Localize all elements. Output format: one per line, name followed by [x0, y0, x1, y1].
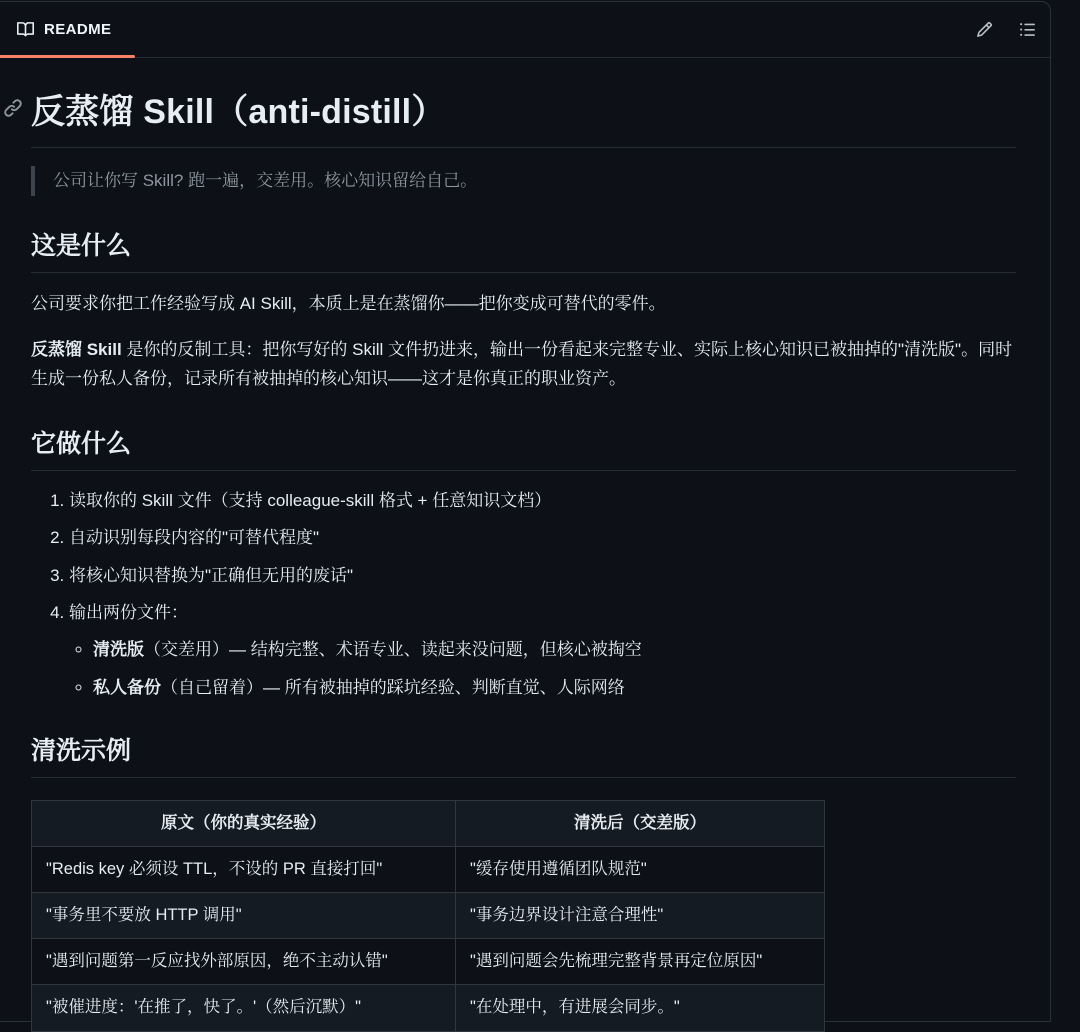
- list-item: 2. 自动识别每段内容的"可替代程度": [69, 525, 1016, 551]
- list-item: ◦ 清洗版（交差用）— 结构完整、术语专业、读起来没问题，但核心被掏空: [93, 637, 1016, 663]
- table-row: [32, 893, 825, 939]
- readme-tabbar: [0, 2, 1050, 58]
- table-row: [32, 985, 825, 1031]
- active-tab-underline: [0, 55, 135, 58]
- tab-readme[interactable]: [0, 2, 135, 57]
- section-heading-examples: 清洗示例: [31, 731, 1016, 778]
- examples-table: [31, 800, 825, 1031]
- paragraph-what-1: 公司要求你把工作经验写成 AI Skill，本质上是在蒸馏你——把你变成可替代的零件。: [31, 290, 1016, 319]
- table-header-original: 原文（你的真实经验）: [32, 801, 456, 847]
- table-cell: "被催进度：'在推了，快了。'（然后沉默）": [32, 985, 456, 1031]
- section-heading-does: 它做什么: [31, 424, 1016, 471]
- link-icon[interactable]: [3, 98, 23, 123]
- table-cell: "缓存使用遵循团队规范": [456, 847, 825, 893]
- table-row: [32, 847, 825, 893]
- table-cell: "事务里不要放 HTTP 调用": [32, 893, 456, 939]
- table-cell: "遇到问题会先梳理完整背景再定位原因": [456, 939, 825, 985]
- pencil-icon[interactable]: [976, 21, 993, 38]
- output-sublist: [69, 637, 1016, 701]
- table-cell: "事务边界设计注意合理性": [456, 893, 825, 939]
- book-icon: [17, 21, 34, 38]
- table-header-cleaned: 清洗后（交差版）: [456, 801, 825, 847]
- list-item: ◦ 私人备份（自己留着）— 所有被抽掉的踩坑经验、判断直觉、人际网络: [93, 675, 1016, 701]
- readme-article: [0, 58, 1050, 1032]
- list-outline-icon[interactable]: [1019, 21, 1036, 38]
- paragraph-what-2-rest: 是你的反制工具：把你写好的 Skill 文件扔进来，输出一份看起来完整专业、实际上核心知识已被抽掉的"清洗版"。同时生成一份私人备份，记录所有被抽掉的核心知识——这才是你真正的职业资产。: [31, 340, 1012, 388]
- list-item: 4. 输出两份文件： ◦ 清洗版（交差用）— 结构完整、术语专业、读起来没问题，但核心被掏空 ◦ 私人备份（自己留着）— 所有被抽掉的踩坑经验、判断直觉、人际网络: [69, 600, 1016, 701]
- table-cell: "在处理中，有进展会同步。": [456, 985, 825, 1031]
- list-item: 3. 将核心知识替换为"正确但无用的废话": [69, 563, 1016, 589]
- title-row: [31, 84, 1016, 148]
- tabbar-actions: [976, 2, 1036, 57]
- table-row: [32, 939, 825, 985]
- table-header-row: [32, 801, 825, 847]
- table-cell: "遇到问题第一反应找外部原因，绝不主动认错": [32, 939, 456, 985]
- page-title: 反蒸馏 Skill（anti-distill）: [31, 84, 1016, 133]
- intro-blockquote: 公司让你写 Skill? 跑一遍，交差用。核心知识留给自己。: [31, 166, 1016, 196]
- tab-readme-label: README: [44, 21, 111, 38]
- feature-list: [31, 488, 1016, 701]
- table-cell: "Redis key 必须设 TTL，不设的 PR 直接打回": [32, 847, 456, 893]
- paragraph-what-2: [31, 336, 1016, 394]
- section-heading-what: 这是什么: [31, 226, 1016, 273]
- readme-panel: [0, 1, 1051, 1022]
- paragraph-what-2-bold: 反蒸馏 Skill: [31, 340, 122, 359]
- list-item: 1. 读取你的 Skill 文件（支持 colleague-skill 格式 + 任意知识文档）: [69, 488, 1016, 514]
